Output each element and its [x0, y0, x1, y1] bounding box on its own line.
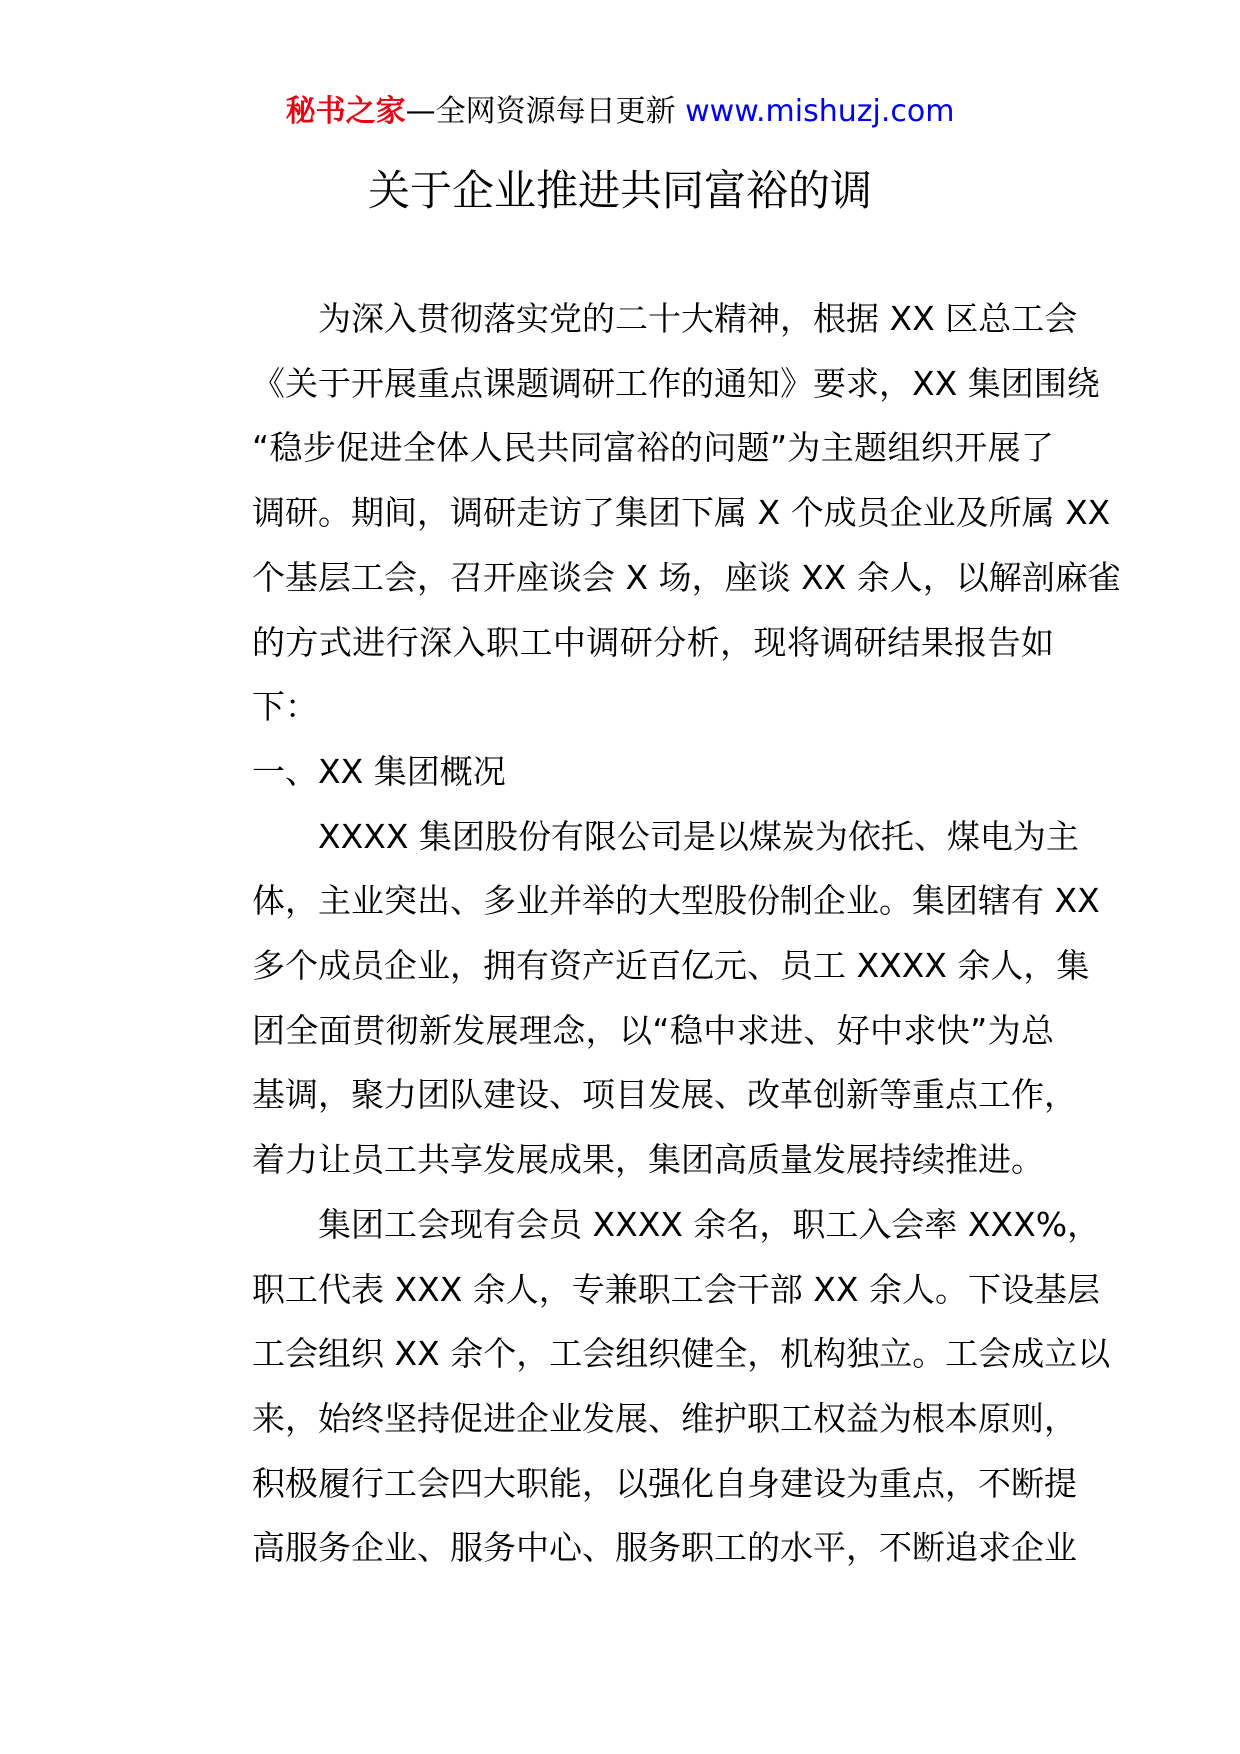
document-title: 关于企业推进共同富裕的调 — [367, 166, 872, 215]
group-overview-paragraph — [186, 805, 1100, 1193]
section-heading: 一、XX 集团概况 — [252, 751, 506, 791]
site-header — [0, 92, 1240, 132]
union-overview-paragraph — [186, 1193, 1111, 1581]
text-line: 高服务企业、服务中心、服务职工的水平，不断追求企业 — [252, 1528, 1077, 1568]
text-line: “稳步促进全体人民共同富裕的问题”为主题组织开展了 — [252, 428, 1054, 468]
document-body — [186, 287, 1121, 1581]
text-line: 为深入贯彻落实党的二十大精神，根据 XX 区总工会 — [318, 299, 1078, 338]
text-line: 《关于开展重点课题调研工作的通知》要求，XX 集团围绕 — [252, 363, 1100, 403]
header-tagline: —全网资源每日更新 — [405, 94, 676, 129]
text-line: 多个成员企业，拥有资产近百亿元、员工 XXXX 余人，集 — [252, 946, 1090, 986]
text-line: 工会组织 XX 余个，工会组织健全，机构独立。工会成立以 — [252, 1334, 1111, 1374]
text-line: 着力让员工共享发展成果，集团高质量发展持续推进。 — [252, 1140, 1044, 1180]
brand-name: 秘书之家 — [285, 94, 406, 129]
text-line: 积极履行工会四大职能，以强化自身建设为重点，不断提 — [252, 1463, 1077, 1503]
text-line: XXXX 集团股份有限公司是以煤炭为依托、煤电为主 — [318, 816, 1079, 856]
text-line: 来，始终坚持促进企业发展、维护职工权益为根本原则， — [252, 1398, 1077, 1438]
text-line: 个基层工会，召开座谈会 X 场，座谈 XX 余人，以解剖麻雀 — [252, 557, 1121, 597]
text-line: 集团工会现有会员 XXXX 余名，职工入会率 XXX%， — [318, 1204, 1101, 1244]
text-line: 体，主业突出、多业并举的大型股份制企业。集团辖有 XX — [252, 881, 1100, 921]
text-line: 调研。期间，调研走访了集团下属 X 个成员企业及所属 XX — [252, 493, 1111, 533]
text-line: 基调，聚力团队建设、项目发展、改革创新等重点工作， — [252, 1075, 1077, 1115]
intro-paragraph — [186, 287, 1121, 740]
site-url-link[interactable]: www.mishuzj.com — [685, 94, 955, 129]
text-line: 的方式进行深入职工中调研分析，现将调研结果报告如 — [252, 622, 1054, 662]
text-line: 下： — [252, 687, 318, 727]
text-line: 职工代表 XXX 余人，专兼职工会干部 XX 余人。下设基层 — [252, 1269, 1100, 1309]
text-line: 团全面贯彻新发展理念，以“稳中求进、好中求快”为总 — [252, 1010, 1054, 1050]
